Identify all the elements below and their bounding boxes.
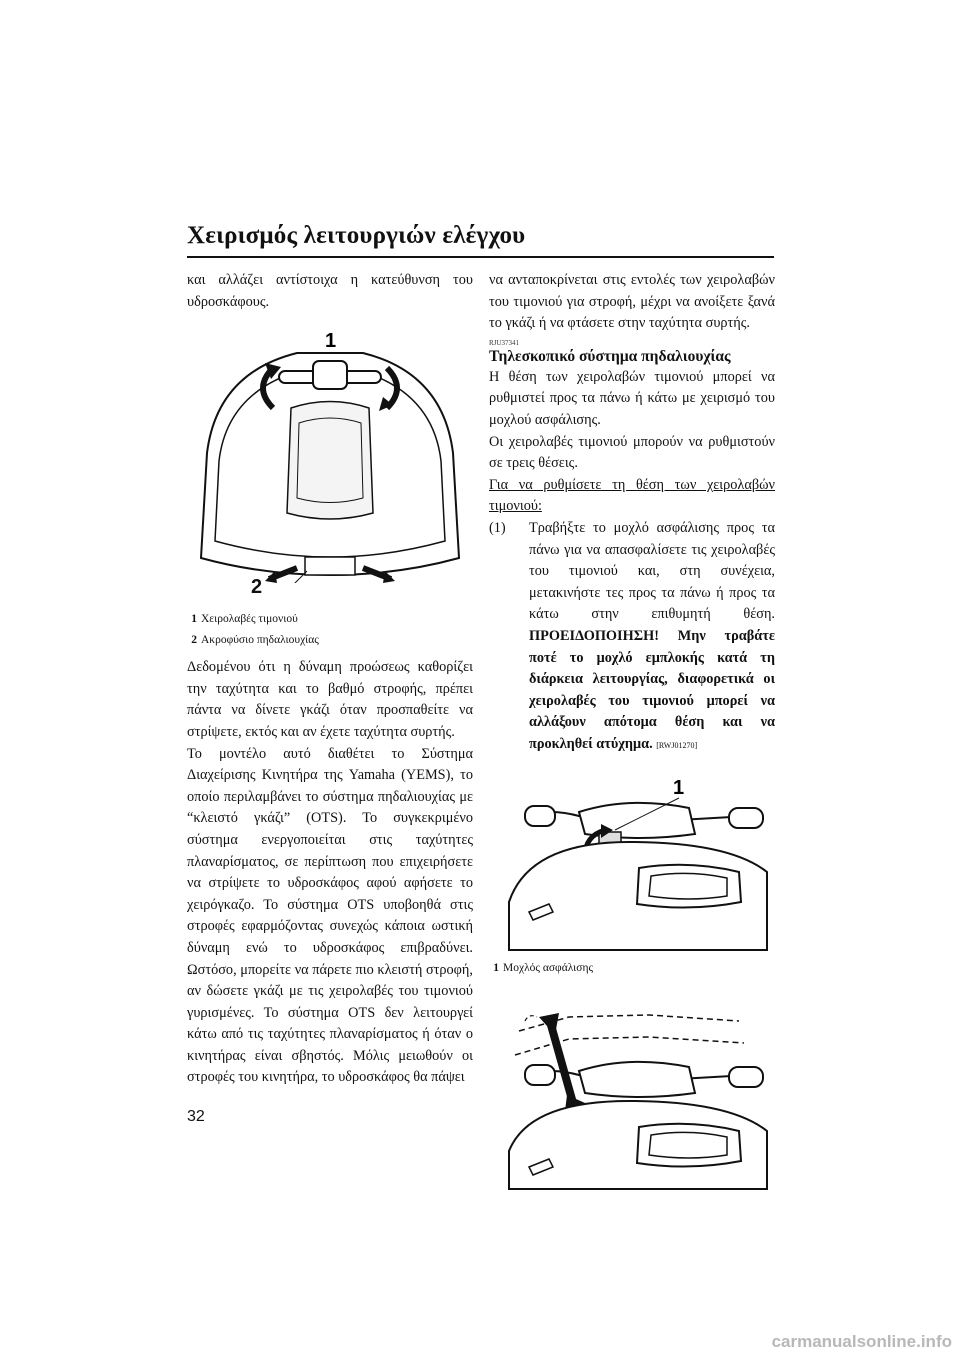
handlebar-positions-figure: [489, 991, 775, 1191]
figure2-caption: [489, 960, 775, 977]
page-header-title: Χειρισμός λειτουργιών ελέγχου: [187, 222, 526, 249]
caption-num: 1: [191, 613, 197, 626]
intro-paragraph: και αλλάζει αντίστοιχα η κατεύθυνση του υδροσκάφους.: [187, 272, 473, 310]
continuation-paragraph: να ανταποκρίνεται στις εντολές των χειρολαβών του τιμονιού για στροφή, μέχρι να ανοίξετε ξανά το γκάζι ή να φτάσετε στην ταχύτητα συρτής.: [489, 272, 775, 332]
watermark: carmanualsonline.info: [771, 1332, 952, 1351]
section-paragraph-2: Οι χειρολαβές τιμονιού μπορούν να ρυθμιστούν σε τρεις θέσεις.: [489, 433, 775, 472]
procedure-subheading: Για να ρυθμίσετε τη θέση των χειρολαβών τιμονιού:: [489, 476, 775, 515]
section-code: RJU37341: [489, 338, 519, 347]
caption-text: Ακροφύσιο πηδαλιουχίας: [201, 634, 319, 647]
header-rule: [187, 256, 774, 258]
lock-lever-figure: [489, 772, 775, 952]
figure1-caption-1: [187, 611, 473, 628]
jetski-steering-figure: [187, 313, 473, 583]
figure1-callout-2: 2: [251, 576, 263, 599]
body-paragraph-1: Δεδομένου ότι η δύναμη προώσεως καθορίζει την ταχύτητα και το βαθμό στροφής, πρέπει πάντα να δίνετε γκάζι όταν προσπαθείτε να στρίψετε, εκτός και αν έχετε ταχύτητα συρτής.: [187, 659, 473, 740]
section-paragraph-1: Η θέση των χειρολαβών τιμονιού μπορεί να ρυθμιστεί προς τα πάνω ή κάτω με χειρισμό του μοχλού ασφάλισης.: [489, 368, 775, 428]
warning-code: [RWJ01270]: [656, 740, 698, 750]
step-instruction: Τραβήξτε το μοχλό ασφάλισης προς τα πάνω για να απασφαλίσετε τις χειρολαβές του τιμονιού και, στη συνέχεια, μετακινήστε τες προς τα πάνω ή προς τα κάτω στην επιθυμητή θέση.: [529, 519, 775, 623]
page-number: 32: [187, 1108, 205, 1125]
caption-num: 1: [493, 962, 499, 975]
step-text: [529, 518, 775, 757]
figure2-callout-1: 1: [673, 777, 685, 800]
section-heading: Τηλεσκοπικό σύστημα πηδαλιουχίας: [489, 347, 731, 365]
figure1-callout-1: 1: [325, 330, 337, 353]
step-number: (1): [489, 519, 506, 536]
caption-num: 2: [191, 634, 197, 647]
left-column: [187, 270, 473, 1089]
caption-text: Μοχλός ασφάλισης: [503, 962, 594, 975]
procedure-step-1: [489, 518, 775, 757]
caption-text: Χειρολαβές τιμονιού: [201, 613, 298, 626]
warning-text: ΠΡΟΕΙΔΟΠΟΙΗΣΗ! Μην τραβάτε ποτέ το μοχλό εμπλοκής κατά τη διάρκεια λειτουργίας, διαφορετικά οι χειρολαβές του τιμονιού μπορεί να αλλάξουν απότομα θέση και να προκληθεί ατύχημα.: [529, 627, 775, 752]
body-paragraph-2: Το μοντέλο αυτό διαθέτει το Σύστημα Διαχείρισης Κινητήρα της Yamaha (YEMS), το οποίο περιλαμβάνει το σύστημα πηδαλιουχίας με “κλειστό γκάζι” (OTS). Το συγκεκριμένο σύστημα ενεργοποιείται στις ταχύτητες πλαναρίσματος, σε περίπτωση που επιχειρήσετε να στρίψετε το υδροσκάφος αφού αφήσετε το χειρόγκαζο. Το σύστημα OTS υποβοηθά στις στροφές εφαρμόζοντας συνεχώς κάποια ωστική δύναμη ενώ το υδροσκάφος επιβραδύνει. Ωστόσο, μπορείτε να πάρετε πιο κλειστή στροφή, αν δώσετε γκάζι με τις χειρολαβές του τιμονιού γυρισμένες. Το σύστημα OTS δεν λειτουργεί κάτω από τις ταχύτητες πλαναρίσματος ή όταν ο κινητήρας είναι σβηστός. Μόλις μειωθούν οι στροφές του κινητήρα, το υδροσκάφος θα πάψει: [187, 745, 473, 1086]
figure1-caption-2: [187, 632, 473, 649]
right-column: [489, 270, 775, 1191]
